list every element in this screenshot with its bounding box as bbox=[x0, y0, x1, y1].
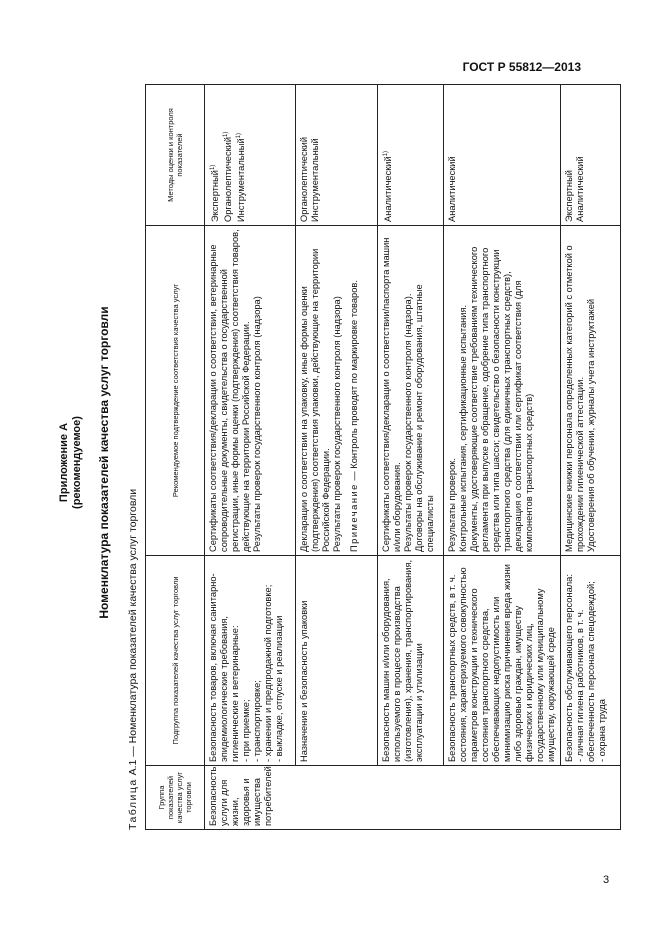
subgroup-cell: Безопасность машин и/или оборудования, используемого в процессе производства (изготовления), хранения, транспортирования, эксплуатации и утилизации bbox=[378, 556, 444, 766]
group-cell: Безопасность услуги для жизни, здоровья и имущества потребителей bbox=[205, 766, 621, 830]
table-header-row bbox=[146, 85, 205, 830]
section-heading: Номенклатура показателей качества услуг торговли bbox=[97, 306, 111, 619]
table-row bbox=[561, 85, 621, 830]
confirmation-cell: Медицинские книжки персонала определенных категорий с отметкой о прохождении гигиенической аттестации. Удостоверения об обучении, журналы учета инструктажей bbox=[561, 226, 621, 556]
confirmation-cell: Сертификаты соответствия/декларации о соответствии, ветеринарные сопроводительные документы, свидетельства о государственной регистрации, иные формы оценки (подтверждения) соответствия товаров, действующие на территории Российской Федерации. Результаты проверок государственного контроля (надзора) bbox=[205, 226, 296, 556]
document-code: ГОСТ Р 55812—2013 bbox=[462, 60, 581, 74]
table-caption-prefix: Таблица bbox=[127, 778, 139, 830]
table-row bbox=[296, 85, 378, 830]
methods-cell: Аналитический bbox=[444, 85, 561, 226]
header-group: Группа показателей качества услуг торговли bbox=[146, 766, 205, 830]
methods-cell: Экспертный$^{1)}$ Органолептический$^{1)}$ Инструментальный$^{1)}$ bbox=[205, 85, 296, 226]
subgroup-cell: Безопасность транспортных средств, в т. ч. состояния, характеризуемого совокупностью параметров конструкции и технического состояния транспортного средства, обеспечивающих недопустимость или минимизацию риска причинения вреда жизни либо здоровью граждан, имуществу физических и юридических лиц, государственному или муниципальному имуществу, окружающей среде bbox=[444, 556, 561, 766]
quality-indicators-table bbox=[145, 84, 621, 830]
methods-cell: Аналитический$^{1)}$ bbox=[378, 85, 444, 226]
confirmation-cell: Декларации о соответствии на упаковку, иные формы оценки (подтверждения) соответствия упаковки, действующие на территории Российской Федерации. Результаты проверок государственного контроля (надзора) Примечание — Контроль проводят по маркировке товаров. bbox=[296, 226, 378, 556]
annex-subtitle: (рекомендуемое) bbox=[71, 416, 83, 509]
table-row bbox=[378, 85, 444, 830]
note-label: Примечание bbox=[349, 483, 359, 552]
table-row bbox=[444, 85, 561, 830]
page-number: 3 bbox=[603, 874, 610, 886]
header-methods: Методы оценки и контроля показателей bbox=[146, 85, 205, 226]
subgroup-cell: Безопасность обслуживающего персонала: - личная гигиена работников, в т. ч. обеспеченность персонала спецодеждой; - охрана труда bbox=[561, 556, 621, 766]
table-caption-text: А.1 — Номенклатура показателей качества услуг торговли bbox=[127, 488, 139, 779]
subgroup-cell: Безопасность товаров, включая санитарно-эпидемиологические требования, гигиенические и ветеринарные: - при приемке; - транспортировке; - хранении и предпродажной подготовке; - выкладке, отпуске и реализации bbox=[205, 556, 296, 766]
confirmation-cell: Результаты проверок. Контрольные испытания, сертификационные испытания. Документы, удостоверяющие соответствие требованиям технического регламента при выпуске в обращение, одобрение типа транспортного средства или типа шасси; свидетельство о безопасности конструкции транспортного средства (для единичных транспортных средств), декларация о соответствии или сертификат соответствия (для компонентов транспортных средств) bbox=[444, 226, 561, 556]
header-confirmation: Рекомендуемое подтверждение соответствия качества услуг bbox=[146, 226, 205, 556]
confirmation-cell: Сертификаты соответствия/декларации о соответствии/паспорта машин и/или оборудования. Результаты проверок государственного контроля (надзора). Договоры на обслуживание и ремонт оборудования, штатные специалисты bbox=[378, 226, 444, 556]
table-caption bbox=[127, 489, 139, 830]
methods-cell: Экспертный Аналитический bbox=[561, 85, 621, 226]
header-subgroup: Подгруппа показателей качества услуг торговли bbox=[146, 556, 205, 766]
rotated-page-content bbox=[55, 85, 607, 840]
subgroup-cell: Назначение и безопасность упаковки bbox=[296, 556, 378, 766]
methods-cell: Органолептический Инструментальный bbox=[296, 85, 378, 226]
table-row bbox=[205, 85, 296, 830]
annex-title: Приложение А bbox=[58, 422, 70, 503]
